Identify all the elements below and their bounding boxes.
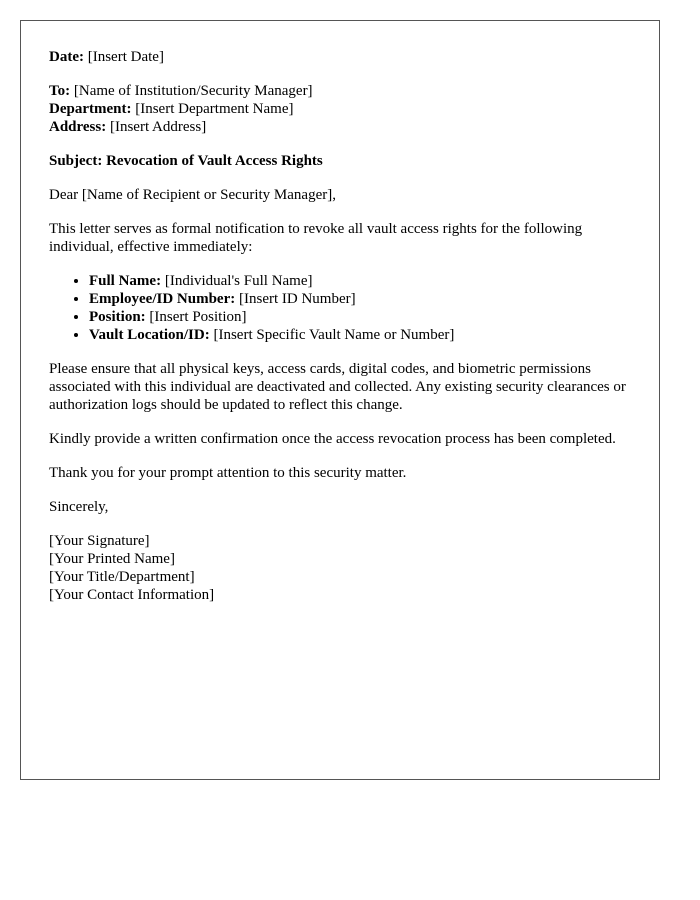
detail-value: [Insert ID Number] [239,291,356,307]
list-item [89,308,639,326]
detail-label: Employee/ID Number: [89,291,236,307]
title-department-line: [Your Title/Department] [49,569,195,585]
thanks-paragraph: Thank you for your prompt attention to this security matter. [49,465,407,481]
ensure-paragraph: Please ensure that all physical keys, access cards, digital codes, and biometric permissions associated with this individual are deactivated and collected. Any existing security clearances or authorization logs should be updated to reflect this change. [49,361,626,413]
subject-line: Subject: Revocation of Vault Access Rights [49,153,323,169]
detail-label: Position: [89,309,146,325]
to-value: [Name of Institution/Security Manager] [73,83,313,99]
date-value: [Insert Date] [87,49,164,65]
letter-body [49,48,639,604]
printed-name-line: [Your Printed Name] [49,551,175,567]
signature-block [49,532,639,604]
contact-info-line: [Your Contact Information] [49,587,215,603]
detail-label: Full Name: [89,273,162,289]
closing: Sincerely, [49,499,109,515]
detail-value: [Individual's Full Name] [164,273,313,289]
detail-label: Vault Location/ID: [89,327,210,343]
intro-paragraph: This letter serves as formal notification to revoke all vault access rights for the following individual, effective immediately: [49,221,583,255]
list-item [89,290,639,308]
date-line [49,48,639,66]
date-label: Date: [49,49,84,65]
confirmation-paragraph: Kindly provide a written confirmation once the access revocation process has been completed. [49,431,616,447]
address-line [49,118,639,136]
to-line [49,82,639,100]
address-value: [Insert Address] [109,119,207,135]
to-label: To: [49,83,71,99]
department-label: Department: [49,101,132,117]
recipient-block [49,82,639,136]
department-line [49,100,639,118]
list-item [89,272,639,290]
details-list [49,272,639,344]
salutation: Dear [Name of Recipient or Security Manager], [49,187,336,203]
address-label: Address: [49,119,107,135]
detail-value: [Insert Position] [149,309,247,325]
signature-line: [Your Signature] [49,533,150,549]
list-item [89,326,639,344]
department-value: [Insert Department Name] [135,101,294,117]
detail-value: [Insert Specific Vault Name or Number] [213,327,455,343]
